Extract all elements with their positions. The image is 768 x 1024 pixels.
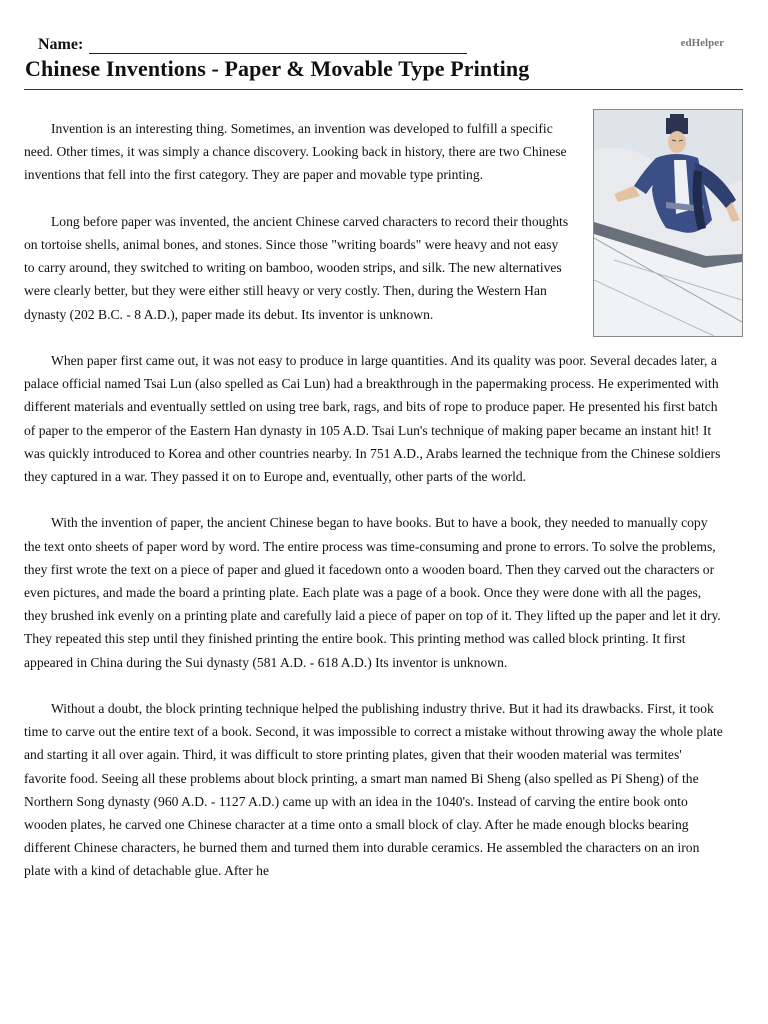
title-divider — [24, 89, 743, 90]
brand-label: edHelper — [680, 37, 724, 49]
paragraph: With the invention of paper, the ancient Chinese began to have books. But to have a book, they needed to manually copy the text onto sheets of paper word by word. The entire process was time-consuming and prone to errors. To solve the problems, they first wrote the text on a piece of paper and glued it facedown onto a wooden board. Then they carved out the characters or even pictures, and made the board a printing plate. Each plate was a page of a book. Once they were done with all the pages, they brushed ink evenly on a printing plate and carefully laid a piece of paper on top of it. They lifted up the paper and let it dry. They repeated this step until they finished printing the entire book. This printing method was called block printing. It first appeared in China during the Sui dynasty (581 A.D. - 618 A.D.) Its inventor is unknown. — [24, 515, 721, 670]
paragraph: When paper first came out, it was not easy to produce in large quantities. And its quality was poor. Several decades later, a palace official named Tsai Lun (also spelled as Cai Lun) had a breakthrough in the papermaking process. He experimented with different materials and eventually settled on using tree bark, rags, and bits of rope to produce paper. He presented his first batch of paper to the emperor of the Eastern Han dynasty in 105 A.D. Tsai Lun's technique of making paper became an instant hit! It was quickly introduced to Korea and other countries nearby. In 751 A.D., Arabs learned the technique from the Chinese soldiers they captured in a war. They passed it on to Europe and, eventually, other parts of the world. — [24, 353, 721, 485]
paragraph: Invention is an interesting thing. Sometimes, an invention was developed to fulfill a specific need. Other times, it was simply a chance discovery. Looking back in history, there are two Chinese inventions that fell into the first category. They are paper and movable type printing. — [24, 121, 567, 183]
name-label: Name: — [38, 36, 84, 53]
page-title: Chinese Inventions - Paper & Movable Type Printing — [25, 56, 530, 81]
article-body — [24, 117, 744, 906]
name-input-line[interactable] — [89, 39, 467, 54]
name-row — [38, 36, 467, 54]
paragraph: Without a doubt, the block printing technique helped the publishing industry thrive. But it had its drawbacks. First, it took time to carve out the entire text of a book. Second, it was impossible to correct a mistake without throwing away the whole plate and starting it all over again. Third, it was difficult to store printing plates, given that their wooden material was termites' favorite food. Seeing all these problems about block printing, a smart man named Bi Sheng (also spelled as Pi Sheng) of the Northern Song dynasty (960 A.D. - 1127 A.D.) came up with an idea in the 1040's. Instead of carving the entire book onto wooden plates, he carved one Chinese character at a time onto a small block of clay. After he made enough blocks bearing different Chinese characters, he burned them and turned them into durable ceramics. He assembled the characters on an iron plate with a kind of detachable glue. After he — [24, 701, 723, 879]
paragraph: Long before paper was invented, the ancient Chinese carved characters to record their thoughts on tortoise shells, animal bones, and stones. Since those "writing boards" were heavy and not easy to carry around, they switched to writing on bamboo, wooden strips, and silk. The new alternatives were clearly better, but they were either still heavy or very costly. Then, during the Western Han dynasty (202 B.C. - 8 A.D.), paper made its debut. Its inventor is unknown. — [24, 213, 569, 322]
